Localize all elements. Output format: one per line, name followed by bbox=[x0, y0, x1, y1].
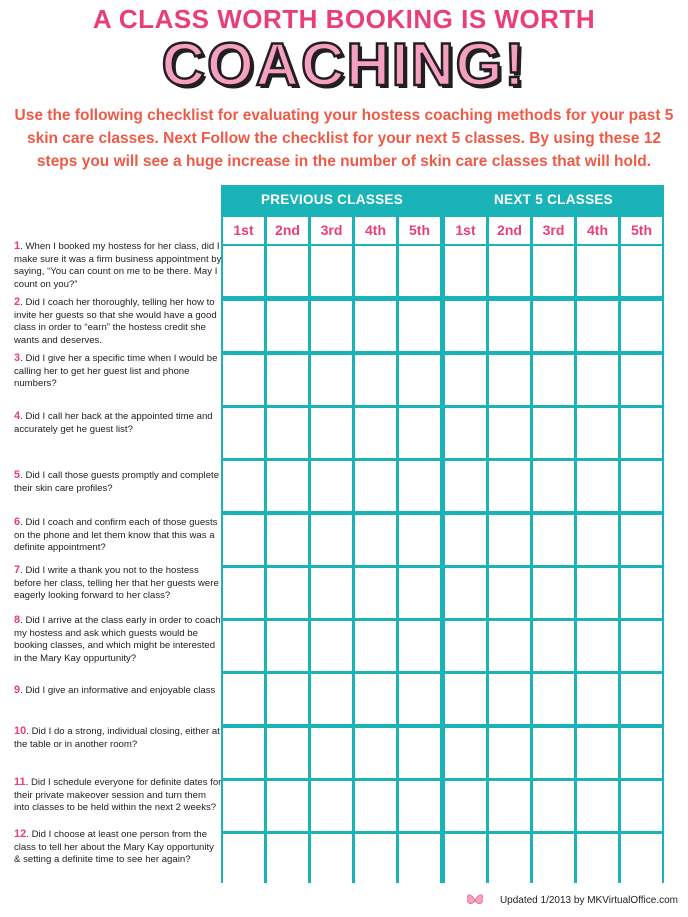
check-cell[interactable] bbox=[311, 781, 352, 831]
check-cell[interactable] bbox=[355, 674, 396, 724]
question-text: . Did I arrive at the class early in order to coach my hostess and ask which guests would be booking classes, and which might be interested in the Mary Kay oppurtunity? bbox=[14, 615, 221, 665]
question-item bbox=[14, 516, 222, 555]
column-header: 5th bbox=[399, 217, 440, 244]
check-cell[interactable] bbox=[223, 728, 264, 778]
check-cell[interactable] bbox=[577, 355, 618, 405]
check-cell[interactable] bbox=[267, 461, 308, 511]
check-cell[interactable] bbox=[223, 246, 264, 296]
column-header: 3rd bbox=[311, 217, 352, 244]
question-number: 1 bbox=[14, 240, 21, 252]
check-cell[interactable] bbox=[533, 301, 574, 351]
check-cell[interactable] bbox=[489, 674, 530, 724]
check-cell[interactable] bbox=[223, 355, 264, 405]
check-cell[interactable] bbox=[311, 408, 352, 458]
question-item bbox=[14, 614, 222, 666]
check-cell[interactable] bbox=[533, 728, 574, 778]
check-cell[interactable] bbox=[577, 301, 618, 351]
check-cell[interactable] bbox=[267, 674, 308, 724]
check-cell[interactable] bbox=[533, 568, 574, 618]
question-number: 10 bbox=[14, 725, 27, 737]
check-cell[interactable] bbox=[399, 674, 440, 724]
check-cell[interactable] bbox=[223, 621, 264, 671]
check-cell[interactable] bbox=[311, 461, 352, 511]
check-cell[interactable] bbox=[489, 728, 530, 778]
check-cell[interactable] bbox=[621, 728, 662, 778]
title-line-1: A CLASS WORTH BOOKING IS WORTH bbox=[92, 4, 596, 34]
question-number: 6 bbox=[14, 516, 21, 528]
check-cell[interactable] bbox=[533, 621, 574, 671]
check-cell[interactable] bbox=[445, 621, 486, 671]
check-cell[interactable] bbox=[311, 246, 352, 296]
check-cell[interactable] bbox=[445, 781, 486, 831]
check-cell[interactable] bbox=[445, 568, 486, 618]
check-cell[interactable] bbox=[399, 728, 440, 778]
check-cell[interactable] bbox=[621, 834, 662, 884]
check-cell[interactable] bbox=[621, 301, 662, 351]
check-cell[interactable] bbox=[355, 728, 396, 778]
check-cell[interactable] bbox=[621, 674, 662, 724]
column-header: 4th bbox=[355, 217, 396, 244]
question-number: 2 bbox=[14, 296, 21, 308]
check-cell[interactable] bbox=[489, 568, 530, 618]
question-number: 4 bbox=[14, 410, 21, 422]
column-header: 1st bbox=[445, 217, 486, 244]
question-number: 8 bbox=[14, 614, 21, 626]
intro-text: Use the following checklist for evaluating your hostess coaching methods for your past 5 skin care classes. Next Follow the checklist for your next 5 classes. By using these 12 steps you will see a huge increase in the number of skin care classes that will hold. bbox=[14, 107, 674, 170]
check-cell[interactable] bbox=[489, 461, 530, 511]
check-cell[interactable] bbox=[577, 461, 618, 511]
question-number: 12 bbox=[14, 828, 27, 840]
column-header: 1st bbox=[223, 217, 264, 244]
check-cell[interactable] bbox=[577, 515, 618, 565]
check-cell[interactable] bbox=[621, 355, 662, 405]
check-cell[interactable] bbox=[311, 515, 352, 565]
question-text: . Did I schedule everyone for definite dates for their private makeover session and turn them into classes to be held within the next 2 weeks? bbox=[14, 777, 222, 814]
check-cell[interactable] bbox=[399, 408, 440, 458]
check-cell[interactable] bbox=[399, 834, 440, 884]
check-cell[interactable] bbox=[355, 408, 396, 458]
question-item bbox=[14, 684, 222, 698]
check-cell[interactable] bbox=[267, 834, 308, 884]
question-text: . Did I coach and confirm each of those guests on the phone and let them know that this was a definite appointment? bbox=[14, 517, 218, 554]
check-cell[interactable] bbox=[533, 515, 574, 565]
check-cell[interactable] bbox=[445, 355, 486, 405]
title-coaching: COACHING! bbox=[161, 31, 527, 98]
check-cell[interactable] bbox=[223, 301, 264, 351]
question-text: . Did I do a strong, individual closing, either at the table or in another room? bbox=[14, 726, 220, 750]
previous-classes-header: PREVIOUS CLASSES bbox=[260, 192, 404, 207]
column-header: 2nd bbox=[267, 217, 308, 244]
question-item bbox=[14, 352, 222, 391]
check-cell[interactable] bbox=[489, 834, 530, 884]
next-classes-header: NEXT 5 CLASSES bbox=[494, 192, 613, 207]
check-cell[interactable] bbox=[355, 781, 396, 831]
check-cell[interactable] bbox=[399, 621, 440, 671]
check-cell[interactable] bbox=[223, 408, 264, 458]
checklist-grid bbox=[221, 185, 664, 883]
column-header: 3rd bbox=[533, 217, 574, 244]
check-cell[interactable] bbox=[311, 728, 352, 778]
check-cell[interactable] bbox=[267, 568, 308, 618]
question-text: . Did I write a thank you not to the hostess before her class, telling her that her guests were eagerly looking forward to her class? bbox=[14, 565, 219, 602]
check-cell[interactable] bbox=[533, 781, 574, 831]
check-cell[interactable] bbox=[445, 834, 486, 884]
check-cell[interactable] bbox=[577, 246, 618, 296]
check-cell[interactable] bbox=[311, 834, 352, 884]
column-header: 4th bbox=[577, 217, 618, 244]
question-text: . Did I call those guests promptly and complete their skin care profiles? bbox=[14, 470, 220, 494]
check-cell[interactable] bbox=[489, 621, 530, 671]
column-header: 2nd bbox=[489, 217, 530, 244]
question-number: 11 bbox=[14, 776, 26, 788]
check-cell[interactable] bbox=[399, 301, 440, 351]
check-cell[interactable] bbox=[577, 728, 618, 778]
check-cell[interactable] bbox=[445, 674, 486, 724]
check-cell[interactable] bbox=[489, 515, 530, 565]
check-cell[interactable] bbox=[267, 621, 308, 671]
check-cell[interactable] bbox=[577, 408, 618, 458]
check-cell[interactable] bbox=[399, 355, 440, 405]
check-cell[interactable] bbox=[355, 515, 396, 565]
check-cell[interactable] bbox=[533, 355, 574, 405]
check-cell[interactable] bbox=[621, 246, 662, 296]
check-cell[interactable] bbox=[267, 355, 308, 405]
check-cell[interactable] bbox=[267, 781, 308, 831]
check-cell[interactable] bbox=[621, 515, 662, 565]
check-cell[interactable] bbox=[621, 461, 662, 511]
check-cell[interactable] bbox=[577, 621, 618, 671]
check-cell[interactable] bbox=[311, 621, 352, 671]
check-cell[interactable] bbox=[355, 834, 396, 884]
check-cell[interactable] bbox=[445, 728, 486, 778]
check-cell[interactable] bbox=[355, 301, 396, 351]
check-cell[interactable] bbox=[445, 246, 486, 296]
check-cell[interactable] bbox=[311, 355, 352, 405]
check-cell[interactable] bbox=[489, 408, 530, 458]
question-number: 7 bbox=[14, 564, 21, 576]
check-cell[interactable] bbox=[311, 568, 352, 618]
check-cell[interactable] bbox=[621, 621, 662, 671]
check-cell[interactable] bbox=[445, 515, 486, 565]
check-cell[interactable] bbox=[577, 834, 618, 884]
check-cell[interactable] bbox=[355, 568, 396, 618]
check-cell[interactable] bbox=[355, 246, 396, 296]
question-text: . Did I call her back at the appointed time and accurately get he guest list? bbox=[14, 411, 213, 435]
footer-credit: Updated 1/2013 by MKVirtualOffice.com bbox=[499, 895, 678, 906]
check-cell[interactable] bbox=[533, 246, 574, 296]
check-cell[interactable] bbox=[445, 301, 486, 351]
check-cell[interactable] bbox=[399, 781, 440, 831]
question-item bbox=[14, 725, 222, 751]
check-cell[interactable] bbox=[399, 461, 440, 511]
check-cell[interactable] bbox=[267, 246, 308, 296]
check-cell[interactable] bbox=[399, 246, 440, 296]
check-cell[interactable] bbox=[489, 355, 530, 405]
check-cell[interactable] bbox=[489, 781, 530, 831]
check-cell[interactable] bbox=[533, 674, 574, 724]
question-number: 3 bbox=[14, 352, 21, 364]
check-cell[interactable] bbox=[621, 408, 662, 458]
question-text: . When I booked my hostess for her class, did I make sure it was a firm business appointment by saying, “You can count on me to be there. May I count on you?” bbox=[14, 241, 222, 291]
check-cell[interactable] bbox=[533, 834, 574, 884]
check-cell[interactable] bbox=[533, 408, 574, 458]
check-cell[interactable] bbox=[399, 568, 440, 618]
check-cell[interactable] bbox=[223, 568, 264, 618]
check-cell[interactable] bbox=[355, 461, 396, 511]
check-cell[interactable] bbox=[223, 515, 264, 565]
check-cell[interactable] bbox=[445, 461, 486, 511]
question-text: . Did I choose at least one person from the class to tell her about the Mary Kay opportunity & setting a definite time to see her again? bbox=[14, 829, 214, 866]
check-cell[interactable] bbox=[311, 301, 352, 351]
check-cell[interactable] bbox=[355, 355, 396, 405]
question-item bbox=[14, 564, 222, 603]
check-cell[interactable] bbox=[267, 301, 308, 351]
check-cell[interactable] bbox=[577, 781, 618, 831]
check-cell[interactable] bbox=[223, 461, 264, 511]
check-cell[interactable] bbox=[223, 834, 264, 884]
question-item bbox=[14, 828, 222, 867]
question-item bbox=[14, 296, 222, 348]
check-cell[interactable] bbox=[267, 728, 308, 778]
check-cell[interactable] bbox=[577, 674, 618, 724]
question-number: 5 bbox=[14, 469, 21, 481]
check-cell[interactable] bbox=[223, 781, 264, 831]
check-cell[interactable] bbox=[621, 781, 662, 831]
check-cell[interactable] bbox=[355, 621, 396, 671]
question-item bbox=[14, 469, 222, 495]
check-cell[interactable] bbox=[267, 515, 308, 565]
check-cell[interactable] bbox=[399, 515, 440, 565]
question-text: . Did I give an informative and enjoyable class bbox=[20, 685, 216, 696]
check-cell[interactable] bbox=[267, 408, 308, 458]
question-item bbox=[14, 240, 222, 292]
butterfly-icon bbox=[466, 892, 484, 908]
question-item bbox=[14, 776, 222, 815]
check-cell[interactable] bbox=[577, 568, 618, 618]
question-item bbox=[14, 410, 222, 436]
check-cell[interactable] bbox=[445, 408, 486, 458]
check-cell[interactable] bbox=[489, 301, 530, 351]
check-cell[interactable] bbox=[533, 461, 574, 511]
check-cell[interactable] bbox=[223, 674, 264, 724]
check-cell[interactable] bbox=[489, 246, 530, 296]
question-number: 9 bbox=[14, 684, 21, 696]
question-text: . Did I coach her thoroughly, telling her how to invite her guests so that she would have a good class in order to “earn” the hostess credit she wants and deserves. bbox=[14, 297, 217, 347]
check-cell[interactable] bbox=[311, 674, 352, 724]
check-cell[interactable] bbox=[621, 568, 662, 618]
question-text: . Did I give her a specific time when I would be calling her to get her guest list and phone numbers? bbox=[14, 353, 218, 390]
column-header: 5th bbox=[621, 217, 662, 244]
